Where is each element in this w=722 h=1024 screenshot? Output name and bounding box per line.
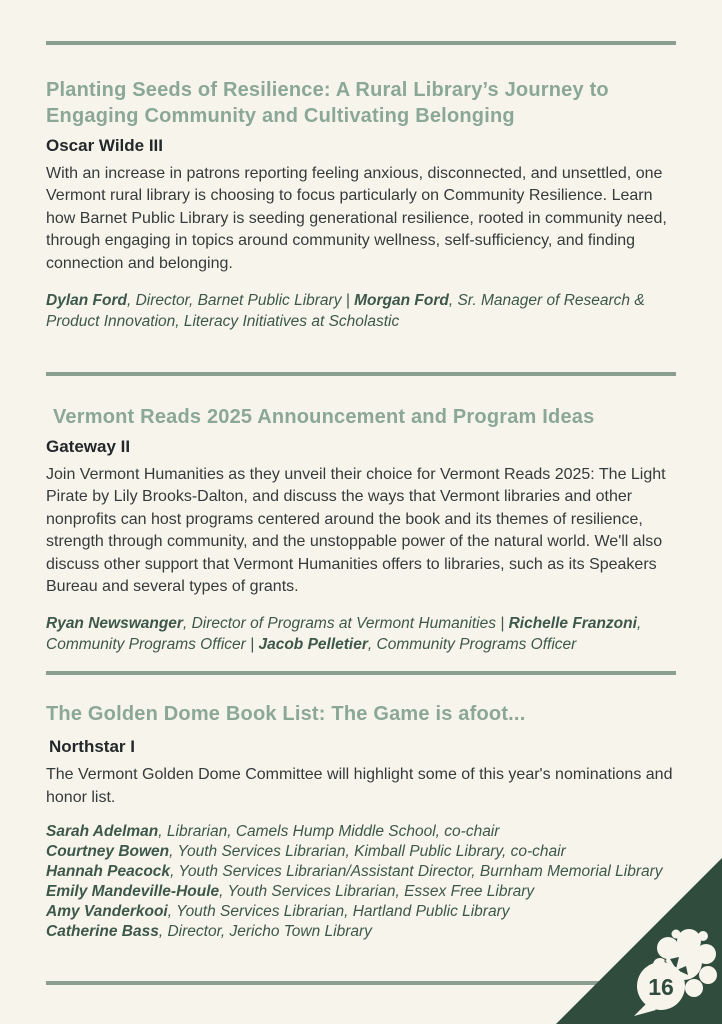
session-description: Join Vermont Humanities as they unveil their choice for Vermont Reads 2025: The Light Pirate by Lily Brooks-Dalton, and discuss the ways that Vermont libraries and other nonprofits can host programs centered around the book and its themes of resilience, strength through community, and the unstoppable power of the natural world. We'll also discuss other support that Vermont Humanities offers to libraries, such as its Speakers Bureau and several types of grants. — [46, 466, 666, 596]
presenter-line — [46, 822, 676, 842]
session-room: Oscar Wilde III — [46, 136, 163, 155]
section-divider — [46, 671, 676, 675]
presenter-name: Courtney Bowen — [46, 843, 170, 861]
session-room: Gateway II — [46, 437, 131, 457]
presenter-name: Morgan Ford — [354, 292, 449, 310]
presenter-role: , Director of Programs at Vermont Humanities | — [182, 615, 509, 633]
presenter-role: , Community Programs Officer | — [46, 615, 642, 653]
session-room: Northstar I — [49, 737, 135, 757]
presenter-name: Hannah Peacock — [46, 863, 171, 881]
presenter-role: , Youth Services Librarian, Hartland Public Library — [167, 903, 510, 921]
presenter-name: Ryan Newswanger — [46, 615, 183, 633]
presenter-role: , Community Programs Officer — [367, 635, 577, 653]
page-number: 16 — [648, 974, 674, 1000]
session-title: Vermont Reads 2025 Announcement and Program Ideas — [53, 406, 595, 429]
presenter-name: Amy Vanderkooi — [46, 903, 168, 921]
presenter-name: Jacob Pelletier — [258, 635, 368, 653]
presenter-role: , Youth Services Librarian/Assistant Director, Burnham Memorial Library — [170, 863, 663, 881]
session-title: The Golden Dome Book List: The Game is afoot... — [46, 703, 526, 726]
presenter-role: , Director, Jericho Town Library — [158, 923, 372, 941]
presenter-role: , Youth Services Librarian, Kimball Public Library, co-chair — [169, 843, 566, 861]
page-content — [0, 41, 722, 942]
section-divider — [46, 41, 676, 45]
section-divider — [46, 372, 676, 376]
presenter-role: , Librarian, Camels Hump Middle School, co-chair — [158, 823, 500, 841]
corner-decoration — [556, 858, 722, 1024]
session-title: Planting Seeds of Resilience: A Rural Library’s Journey to Engaging Community and Cultivating Belonging — [46, 79, 609, 127]
presenter-name: Catherine Bass — [46, 923, 159, 941]
presenter-name: Dylan Ford — [46, 292, 127, 310]
session-description: The Vermont Golden Dome Committee will highlight some of this year's nominations and honor list. — [46, 766, 673, 806]
presenter-name: Sarah Adelman — [46, 823, 159, 841]
presenter-role: , Director, Barnet Public Library | — [126, 292, 355, 310]
presenter-name: Emily Mandeville-Houle — [46, 883, 220, 901]
session-presenters — [46, 291, 676, 332]
presenter-role: , Youth Services Librarian, Essex Free Library — [219, 883, 535, 901]
session-description: With an increase in patrons reporting feeling anxious, disconnected, and unsettled, one Vermont rural library is choosing to focus particularly on Community Resilience. Learn how Barnet Public Library is seeding generational resilience, rooted in community need, through engaging in topics around community wellness, self-sufficiency, and finding connection and belonging. — [46, 165, 667, 272]
presenter-name: Richelle Franzoni — [508, 615, 637, 633]
presenter-role: , Sr. Manager of Research & Product Innovation, Literacy Initiatives at Scholastic — [46, 292, 645, 330]
session-presenters — [46, 614, 676, 655]
